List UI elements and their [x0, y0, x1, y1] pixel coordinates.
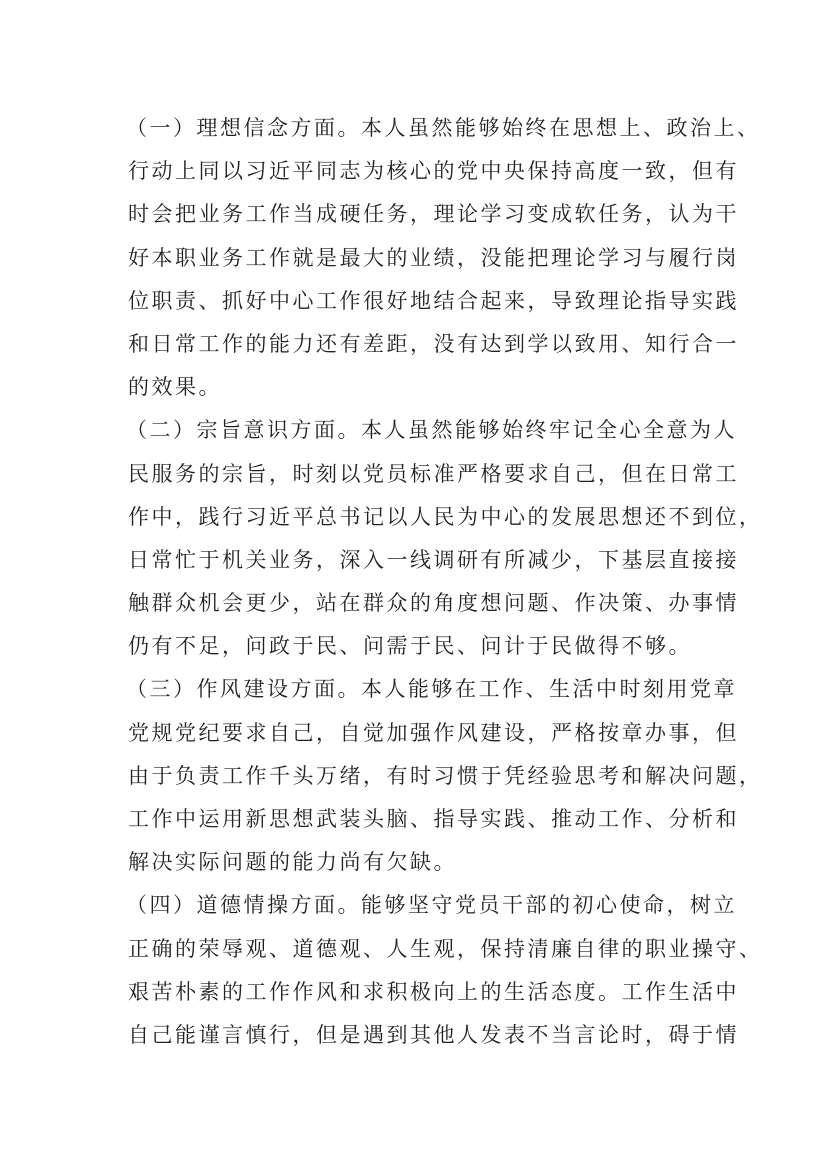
text-line: 作中，践行习近平总书记以人民为中心的发展思想还不到位，: [128, 504, 763, 529]
text-line: 和日常工作的能力还有差距，没有达到学以致用、知行合一: [128, 331, 739, 356]
text-line: 由于负责工作千头万绪，有时习惯于凭经验思考和解决问题，: [128, 763, 763, 788]
paragraph: [126, 884, 763, 1057]
paragraph: [126, 409, 763, 668]
text-line: 艰苦朴素的工作作风和求积极向上的生活态度。工作生活中: [128, 979, 739, 1004]
text-line: 触群众机会更少，站在群众的角度想问题、作决策、办事情: [128, 591, 739, 616]
text-line: （一）理想信念方面。本人虽然能够始终在思想上、政治上、: [126, 116, 761, 140]
text-line: 解决实际问题的能力尚有欠缺。: [128, 850, 457, 875]
text-line: 民服务的宗旨，时刻以党员标准严格要求自己，但在日常工: [128, 461, 739, 486]
text-line: （三）作风建设方面。本人能够在工作、生活中时刻用党章: [126, 677, 737, 702]
text-line: 正确的荣辱观、道德观、人生观，保持清廉自律的职业操守、: [128, 936, 763, 961]
paragraph: [126, 668, 763, 884]
paragraph: [126, 107, 761, 409]
text-line: 位职责、抓好中心工作很好地结合起来，导致理论指导实践: [128, 288, 739, 313]
text-line: （四）道德情操方面。能够坚守党员干部的初心使命，树立: [126, 893, 737, 918]
text-line: 党规党纪要求自己，自觉加强作风建设，严格按章办事，但: [128, 720, 739, 745]
text-line: 日常忙于机关业务，深入一线调研有所减少，下基层直接接: [128, 547, 739, 572]
text-line: 时会把业务工作当成硬任务，理论学习变成软任务，认为干: [128, 202, 739, 227]
text-line: 工作中运用新思想武装头脑、指导实践、推动工作、分析和: [128, 807, 739, 831]
text-line: （二）宗旨意识方面。本人虽然能够始终牢记全心全意为人: [126, 418, 737, 443]
document-page: [126, 107, 763, 1057]
text-line: 的效果。: [128, 375, 222, 400]
text-line: 好本职业务工作就是最大的业绩，没能把理论学习与履行岗: [128, 245, 739, 270]
text-line: 行动上同以习近平同志为核心的党中央保持高度一致，但有: [128, 159, 739, 184]
text-line: 自己能谨言慎行，但是遇到其他人发表不当言论时，碍于情: [128, 1022, 739, 1047]
text-line: 仍有不足，问政于民、问需于民、问计于民做得不够。: [128, 634, 692, 659]
